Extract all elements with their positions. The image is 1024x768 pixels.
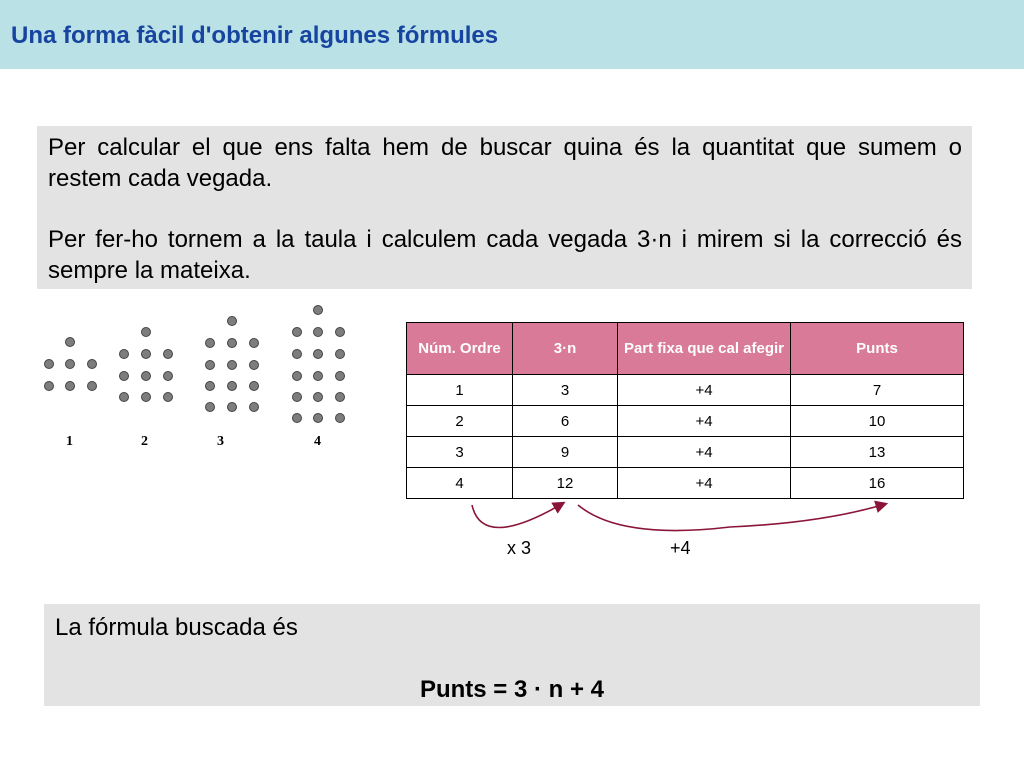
cell-3n: 9 bbox=[513, 437, 618, 468]
dot bbox=[249, 338, 259, 348]
dot bbox=[313, 349, 323, 359]
dot bbox=[141, 327, 151, 337]
figure-label-1: 1 bbox=[66, 434, 73, 449]
dot bbox=[292, 327, 302, 337]
dot bbox=[227, 360, 237, 370]
cell-punts: 10 bbox=[791, 406, 964, 437]
dot bbox=[119, 371, 129, 381]
dot bbox=[335, 392, 345, 402]
dot bbox=[65, 337, 75, 347]
dot bbox=[163, 392, 173, 402]
cell-punts: 16 bbox=[791, 468, 964, 499]
dot bbox=[44, 381, 54, 391]
explanation-paragraph-2: Per fer-ho tornem a la taula i calculem cada vegada 3·n i mirem si la correcció és sempre la mateixa. bbox=[48, 226, 962, 284]
dot bbox=[87, 359, 97, 369]
dot bbox=[292, 371, 302, 381]
points-table bbox=[406, 322, 964, 499]
header-part-fixa: Part fixa que cal afegir bbox=[618, 323, 791, 375]
dot bbox=[205, 402, 215, 412]
dot bbox=[313, 371, 323, 381]
dot bbox=[313, 413, 323, 423]
times-three-arrow bbox=[472, 505, 560, 528]
header-3n: 3·n bbox=[513, 323, 618, 375]
cell-punts: 7 bbox=[791, 375, 964, 406]
cell-ordre: 3 bbox=[407, 437, 513, 468]
dot bbox=[227, 381, 237, 391]
dot bbox=[313, 305, 323, 315]
header-ordre: Núm. Ordre bbox=[407, 323, 513, 375]
dot bbox=[227, 338, 237, 348]
dot bbox=[119, 392, 129, 402]
table-header-row bbox=[407, 323, 964, 375]
cell-punts: 13 bbox=[791, 437, 964, 468]
page-title: Una forma fàcil d'obtenir algunes fórmules bbox=[11, 22, 499, 49]
table-row bbox=[407, 437, 964, 468]
dot-pattern-figures bbox=[0, 295, 400, 465]
formula-box bbox=[44, 604, 980, 706]
formula-expression: Punts = 3 · n + 4 bbox=[419, 676, 605, 703]
explanation-box bbox=[37, 126, 972, 289]
dot bbox=[65, 359, 75, 369]
dot bbox=[335, 349, 345, 359]
dot bbox=[335, 413, 345, 423]
dot bbox=[65, 381, 75, 391]
dot bbox=[313, 327, 323, 337]
dot bbox=[163, 371, 173, 381]
dot bbox=[249, 402, 259, 412]
dot bbox=[249, 381, 259, 391]
dot bbox=[292, 349, 302, 359]
dot bbox=[227, 402, 237, 412]
dot bbox=[119, 349, 129, 359]
dot bbox=[227, 316, 237, 326]
cell-part-fixa: +4 bbox=[618, 468, 791, 499]
cell-ordre: 2 bbox=[407, 406, 513, 437]
header-bar bbox=[0, 0, 1024, 69]
dot bbox=[205, 381, 215, 391]
dot bbox=[141, 349, 151, 359]
cell-3n: 12 bbox=[513, 468, 618, 499]
cell-3n: 3 bbox=[513, 375, 618, 406]
table-row bbox=[407, 375, 964, 406]
cell-part-fixa: +4 bbox=[618, 437, 791, 468]
dot bbox=[249, 360, 259, 370]
figure-label-2: 2 bbox=[141, 434, 148, 449]
formula-intro: La fórmula buscada és bbox=[55, 614, 298, 641]
cell-ordre: 4 bbox=[407, 468, 513, 499]
cell-3n: 6 bbox=[513, 406, 618, 437]
plus-four-label: +4 bbox=[670, 538, 691, 558]
cell-part-fixa: +4 bbox=[618, 375, 791, 406]
plus-four-arrow bbox=[578, 505, 882, 531]
dot bbox=[292, 413, 302, 423]
figure-label-4: 4 bbox=[314, 434, 321, 449]
cell-ordre: 1 bbox=[407, 375, 513, 406]
times-three-label: x 3 bbox=[507, 538, 532, 558]
dot bbox=[141, 392, 151, 402]
dot bbox=[141, 371, 151, 381]
cell-part-fixa: +4 bbox=[618, 406, 791, 437]
dot bbox=[163, 349, 173, 359]
explanation-paragraph-1: Per calcular el que ens falta hem de buscar quina és la quantitat que sumem o restem cada vegada. bbox=[48, 134, 962, 192]
table-row bbox=[407, 406, 964, 437]
dot bbox=[87, 381, 97, 391]
dot bbox=[335, 327, 345, 337]
figure-label-3: 3 bbox=[217, 434, 224, 449]
dot bbox=[205, 360, 215, 370]
dot bbox=[44, 359, 54, 369]
dot bbox=[335, 371, 345, 381]
header-punts: Punts bbox=[791, 323, 964, 375]
dot bbox=[313, 392, 323, 402]
table-row bbox=[407, 468, 964, 499]
dot bbox=[205, 338, 215, 348]
dot bbox=[292, 392, 302, 402]
